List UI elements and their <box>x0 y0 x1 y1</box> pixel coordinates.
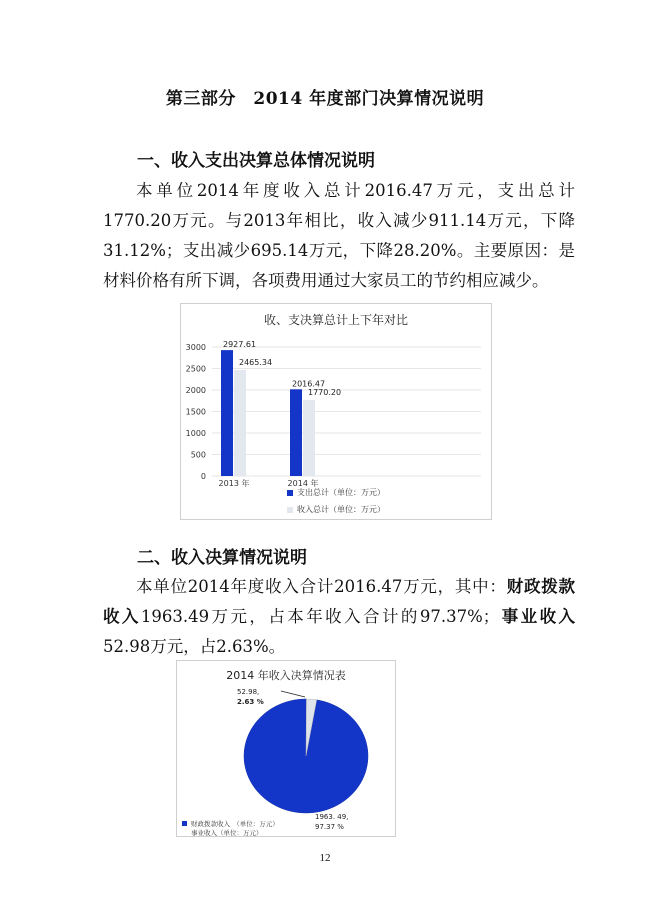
pie-label-business-pct: 2.63 % <box>237 698 264 706</box>
section1-paragraph: 本单位2014年度收入总计2016.47万元，支出总计1770.20万元。与2013年相比，收入减少911.14万元，下降31.12%；支出减少695.14万元，下降28.20%。主要原因：是材料价格有所下调，各项费用通过大家员工的节约相应减少。 <box>103 181 575 290</box>
bar-y-tick-label: 500 <box>190 450 206 460</box>
pie-label-fiscal-value: 1963. 49, <box>315 813 349 821</box>
pie-legend-swatch-fiscal <box>182 821 187 826</box>
pie-leader-line <box>281 691 305 697</box>
bar-legend-label-expense: 支出总计（单位：万元） <box>297 488 385 497</box>
pie-label-business-value: 52.98, <box>237 688 260 696</box>
section2-text-post: 52.98万元，占2.63%。 <box>103 637 286 656</box>
section2-text-mid: 1963.49万元，占本年收入合计的97.37%； <box>140 607 500 626</box>
pie-label-fiscal-pct: 97.37 % <box>315 823 344 831</box>
bar-income-2 <box>303 400 315 476</box>
bar-expense-1 <box>221 350 233 476</box>
bar-legend-label-income: 收入总计（单位：万元） <box>297 505 385 514</box>
bar-data-label: 2465.34 <box>239 357 273 367</box>
bar-legend-item-expense <box>287 487 385 498</box>
section1-heading: 一、收入支出决算总体情况说明 <box>137 151 375 171</box>
bar-chart <box>180 303 492 520</box>
page-title: 第三部分 2014 年度部门决算情况说明 <box>165 89 485 109</box>
bar-y-tick-label: 1000 <box>185 429 206 438</box>
section2-paragraph <box>103 572 575 662</box>
bar-y-tick-label: 1500 <box>185 407 206 417</box>
bar-legend-swatch-income <box>287 507 293 513</box>
bar-data-label: 2927.61 <box>223 340 257 350</box>
pie-legend-label-business: 事业收入（单位：万元） <box>191 829 263 837</box>
pie-chart-plot <box>177 661 395 836</box>
bar-y-tick-label: 2500 <box>185 364 206 374</box>
section2-bold-fiscal: 财政拨款收入 <box>103 577 575 626</box>
bar-y-tick-label: 0 <box>200 472 206 481</box>
section2-heading: 二、收入决算情况说明 <box>137 548 307 568</box>
bar-x-tick-label: 2013 年 <box>218 479 250 488</box>
pie-legend-label-fiscal: 财政拨款收入 （单位：万元） <box>191 820 279 828</box>
section2-bold-business: 事业收入 <box>499 607 576 626</box>
bar-chart-title: 收、支决算总计上下年对比 <box>263 313 408 327</box>
pie-legend-item-fiscal <box>182 819 279 828</box>
bar-data-label: 1770.20 <box>308 387 342 397</box>
bar-y-tick-label: 3000 <box>185 343 206 352</box>
pie-chart-title: 2014 年收入决算情况表 <box>226 669 346 682</box>
pie-legend-item-business <box>191 828 263 837</box>
bar-legend-item-income <box>287 504 385 515</box>
bar-y-tick-label: 2000 <box>185 386 206 395</box>
bar-income-1 <box>234 370 246 476</box>
bar-expense-2 <box>290 389 302 476</box>
page-number: 12 <box>319 852 331 864</box>
bar-data-label: 2016.47 <box>292 379 326 389</box>
pie-chart <box>176 660 396 837</box>
bar-x-tick-label: 2014 年 <box>287 479 319 488</box>
bar-legend-swatch-expense <box>287 490 293 496</box>
section2-text-pre: 本单位2014年度收入合计2016.47万元，其中： <box>136 577 507 596</box>
